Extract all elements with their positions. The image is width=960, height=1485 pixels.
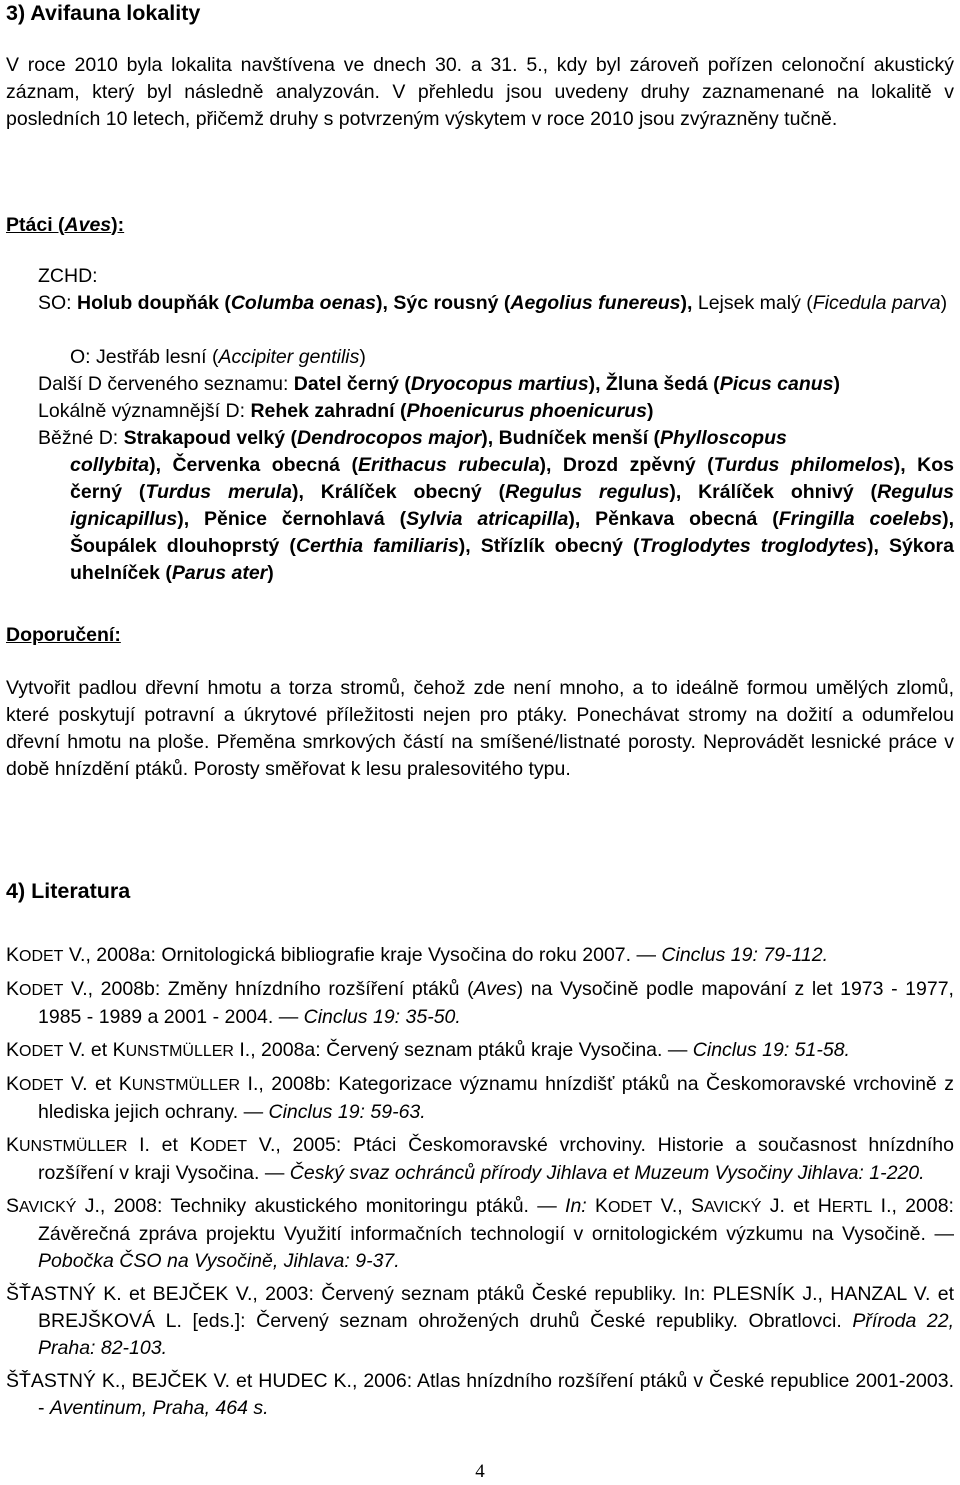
doporuceni-paragraph: Vytvořit padlou dřevní hmotu a torza stromů, čehož zde není mnoho, a to ideálně formou umělých zlomů, které poskytují potravní a úkrytové příležitosti nejen pro ptáky. Ponechávat stromy na dožití a odumřelou dřevní hmotu na ploše. Přeměna smrkových částí na smíšené/listnaté porosty. Neprovádět lesnické práce v době hnízdění ptáků. Porosty směřovat k lesu pralesovitého typu. xyxy=(6,677,954,780)
zchd-label: ZCHD: xyxy=(38,265,98,287)
dalsi-species-list: Další D červeného seznamu: Datel černý (Dryocopus martius), Žluna šedá (Picus canus) xyxy=(38,373,840,395)
reference-item: KUNSTMÜLLER I. et KODET V., 2005: Ptáci Českomoravské vrchoviny. Historie a současnost hnízdního rozšíření v kraji Vysočina. — Český svaz ochránců přírody Jihlava et Muzeum Vysočiny Jihlava: 1-220. xyxy=(6,1134,954,1184)
bezne-species-list: Běžné D: Strakapoud velký (Dendrocopos major), Budníček menší (Phylloscopus collybita), Červenka obecná (Erithacus rubecula), Drozd zpěvný (Turdus philomelos), Kos černý (Turdus merula), Králíček obecný (Regulus regulus), Králíček ohnivý (Regulus ignicapillus), Pěnice černohlavá (Sylvia atricapilla), Pěnkava obecná (Fringilla coelebs), Šoupálek dlouhoprstý (Certhia familiaris), Střízlík obecný (Troglodytes troglodytes), Sýkora uhelníček (Parus ater) xyxy=(38,427,954,584)
so-species-list: SO: Holub doupňák (Columba oenas), Sýc rousný (Aegolius funereus), Lejsek malý (Ficedula parva) xyxy=(38,292,948,314)
reference-item: KODET V., 2008a: Ornitologická bibliografie kraje Vysočina do roku 2007. — Cinclus 19: 79-112. xyxy=(6,944,828,966)
intro-paragraph: V roce 2010 byla lokalita navštívena ve dnech 30. a 31. 5., kdy byl zároveň pořízen celonoční akustický záznam, který byl následně analyzován. V přehledu jsou uvedeny druhy zaznamenané na lokalitě v posledních 10 letech, přičemž druhy s potvrzeným výskytem v roce 2010 jsou zvýrazněny tučně. xyxy=(6,54,954,130)
page-number: 4 xyxy=(475,1461,485,1482)
reference-item: KODET V. et KUNSTMÜLLER I., 2008b: Kategorizace významu hnízdišť ptáků na Českomoravské vrchovině z hlediska jejich ochrany. — Cinclus 19: 59-63. xyxy=(6,1073,954,1123)
o-species-list: O: Jestřáb lesní (Accipiter gentilis) xyxy=(70,346,366,368)
reference-item: ŠŤASTNÝ K., BEJČEK V. et HUDEC K., 2006: Atlas hnízdního rozšíření ptáků v České republice 2001-2003. - Aventinum, Praha, 464 s. xyxy=(6,1370,954,1419)
birds-heading: Ptáci (Aves): xyxy=(6,214,125,236)
reference-list xyxy=(6,942,954,1428)
reference-item: SAVICKÝ J., 2008: Techniky akustického monitoringu ptáků. — In: KODET V., SAVICKÝ J. et HERTL I., 2008: Závěrečná zpráva projektu Využití informačních technologií v ornitologickém výzkumu na Vysočině. — Pobočka ČSO na Vysočině, Jihlava: 9-37. xyxy=(6,1195,954,1272)
section-4-heading: 4) Literatura xyxy=(6,879,131,903)
section-3-heading: 3) Avifauna lokality xyxy=(6,1,201,25)
reference-item: KODET V., 2008b: Změny hnízdního rozšíření ptáků (Aves) na Vysočině podle mapování z let 1973 - 1977, 1985 - 1989 a 2001 - 2004. — Cinclus 19: 35-50. xyxy=(6,978,954,1028)
reference-item: KODET V. et KUNSTMÜLLER I., 2008a: Červený seznam ptáků kraje Vysočina. — Cinclus 19: 51-58. xyxy=(6,1039,850,1061)
doporuceni-heading: Doporučení: xyxy=(6,624,121,646)
lokalne-species-list: Lokálně významnější D: Rehek zahradní (Phoenicurus phoenicurus) xyxy=(38,400,654,422)
reference-item: ŠŤASTNÝ K. et BEJČEK V., 2003: Červený seznam ptáků České republiky. In: PLESNÍK J., HANZAL V. et BREJŠKOVÁ L. [eds.]: Červený seznam ohrožených druhů České republiky. Obratlovci. Příroda 22, Praha: 82-103. xyxy=(6,1283,954,1359)
